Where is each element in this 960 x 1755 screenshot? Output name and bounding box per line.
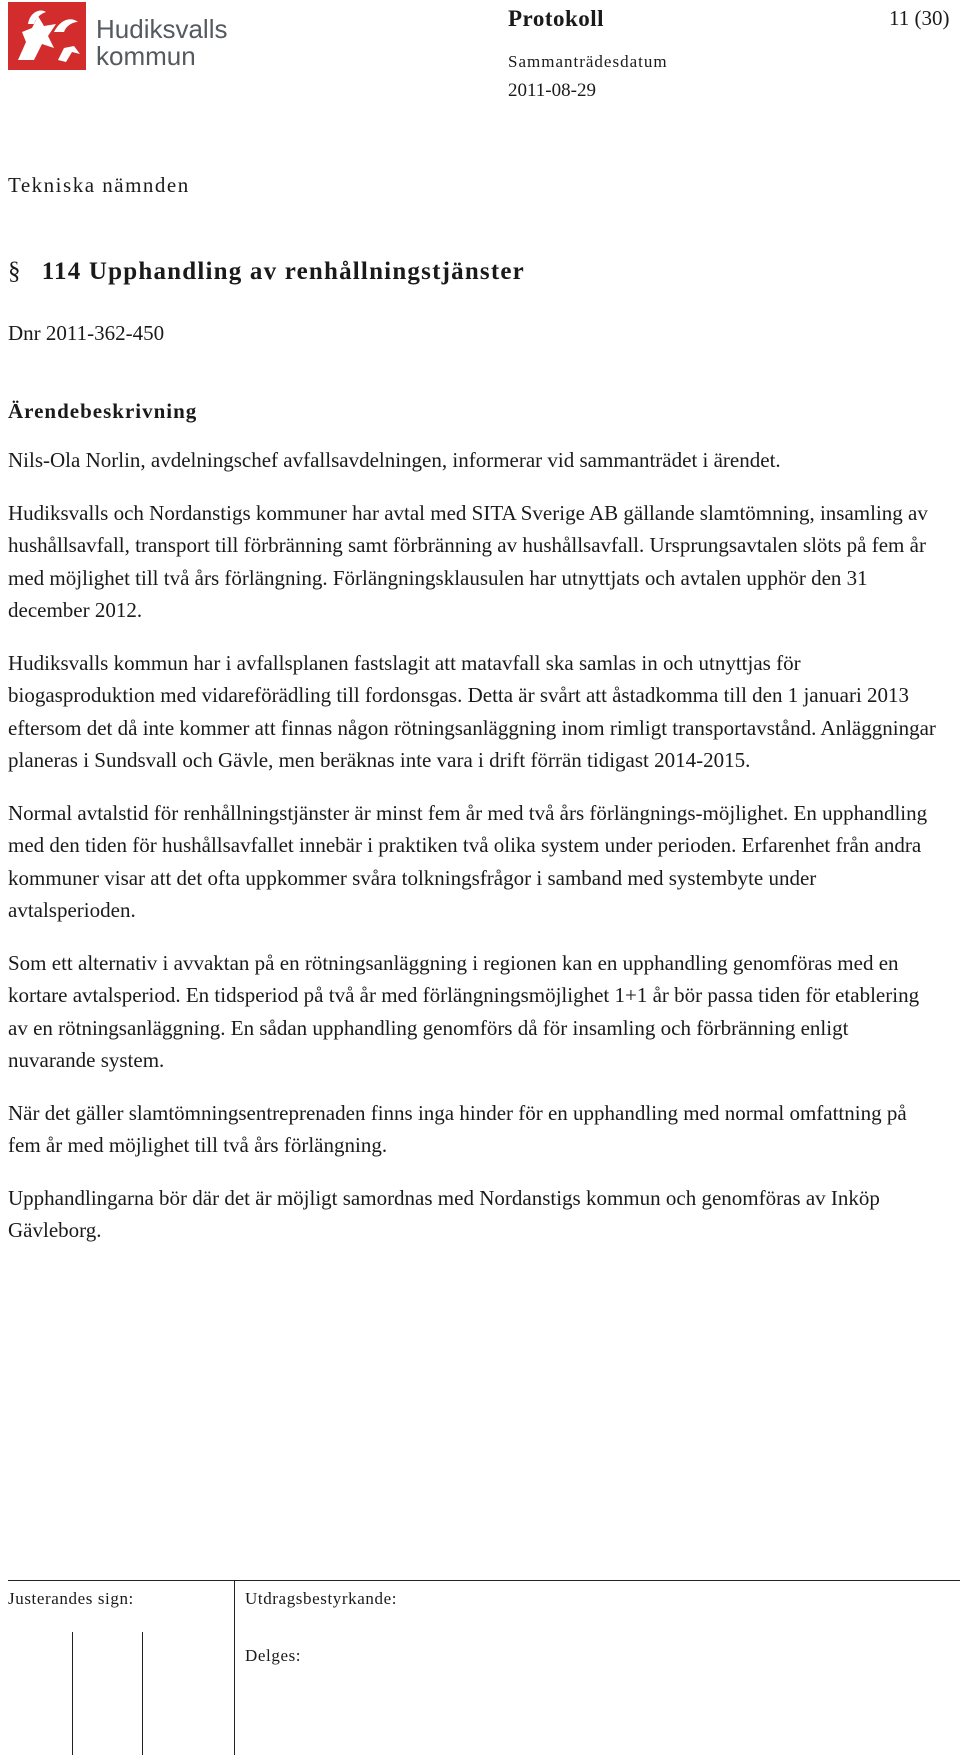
committee-name: Tekniska nämnden	[8, 173, 190, 197]
distribution-label: Delges:	[245, 1646, 302, 1665]
municipality-logo	[8, 2, 253, 80]
paragraph: Som ett alternativ i avvaktan på en rötningsanläggning i regionen kan en upphandling genomföras med en kortare avtalsperiod. En tidsperiod på två år med förlängningsmöjlighet 1+1 år bör passa tiden för etablering av en rötningsanläggning. En sådan upphandling genomförs då för insamling och förbränning enligt nuvarande system.	[8, 950, 920, 1072]
paragraph: Nils-Ola Norlin, avdelningschef avfallsavdelningen, informerar vid sammanträdet i ärendet.	[8, 448, 781, 472]
footer-divider	[8, 1580, 960, 1581]
goat-emblem-icon	[8, 2, 88, 72]
section-symbol: §	[8, 258, 22, 285]
paragraph: Hudiksvalls kommun har i avfallsplanen fastslagit att matavfall ska samlas in och utnyttjas för biogasproduktion med vidareförädling till fordonsgas. Detta är svårt att åstadkomma till den 1 januari 2013 eftersom det då inte kommer att finnas någon rötningsanläggning inom rimligt transportavstånd. Anläggningar planeras i Sundsvall och Gävle, men beräknas inte vara i drift förrän tidigast 2014-2015.	[8, 650, 936, 772]
document-type: Protokoll	[508, 6, 605, 31]
case-description-heading: Ärendebeskrivning	[8, 399, 198, 423]
paragraph: Hudiksvalls och Nordanstigs kommuner har avtal med SITA Sverige AB gällande slamtömning, insamling av hushållsavfall, transport till förbränning samt förbränning av hushållsavfall. Ursprungsavtalen slöts på fem år med möjlighet till två års förlängning. Förlängningsklausulen har utnyttjats och avtalen upphör den 31 december 2012.	[8, 500, 928, 622]
initials-label: Justerandes sign:	[8, 1589, 134, 1608]
certified-extract-label: Utdragsbestyrkande:	[245, 1589, 398, 1608]
meeting-date: 2011-08-29	[508, 80, 596, 101]
section-title: 114 Upphandling av renhållningstjänster	[41, 258, 525, 285]
paragraph: Normal avtalstid för renhållningstjänster är minst fem år med två års förlängnings-möjlighet. En upphandling med den tiden för hushållsavfallet innebär i praktiken två olika system under perioden. Erfarenhet från andra kommuner visar att det ofta uppkommer svåra tolkningsfrågor i samband med systembyte under avtalsperioden.	[8, 800, 928, 922]
signature-footer	[8, 1580, 960, 1755]
initials-box-divider	[142, 1632, 143, 1755]
page-number: 11 (30)	[889, 6, 950, 30]
meeting-date-label: Sammanträdesdatum	[508, 52, 668, 71]
logo-line-2: kommun	[96, 41, 196, 71]
initials-box-divider	[72, 1632, 73, 1755]
logo-line-1: Hudiksvalls	[96, 14, 228, 44]
paragraph: När det gäller slamtömningsentreprenaden finns inga hinder för en upphandling med normal omfattning på fem år med möjlighet till två års förlängning.	[8, 1100, 907, 1157]
diary-number: Dnr 2011-362-450	[8, 321, 165, 345]
paragraph: Upphandlingarna bör där det är möjligt samordnas med Nordanstigs kommun och genomföras av Inköp Gävleborg.	[8, 1185, 880, 1242]
document-body	[8, 444, 938, 1267]
footer-column-divider	[234, 1580, 235, 1755]
logo-wordmark	[96, 16, 228, 70]
section-heading	[8, 258, 525, 286]
